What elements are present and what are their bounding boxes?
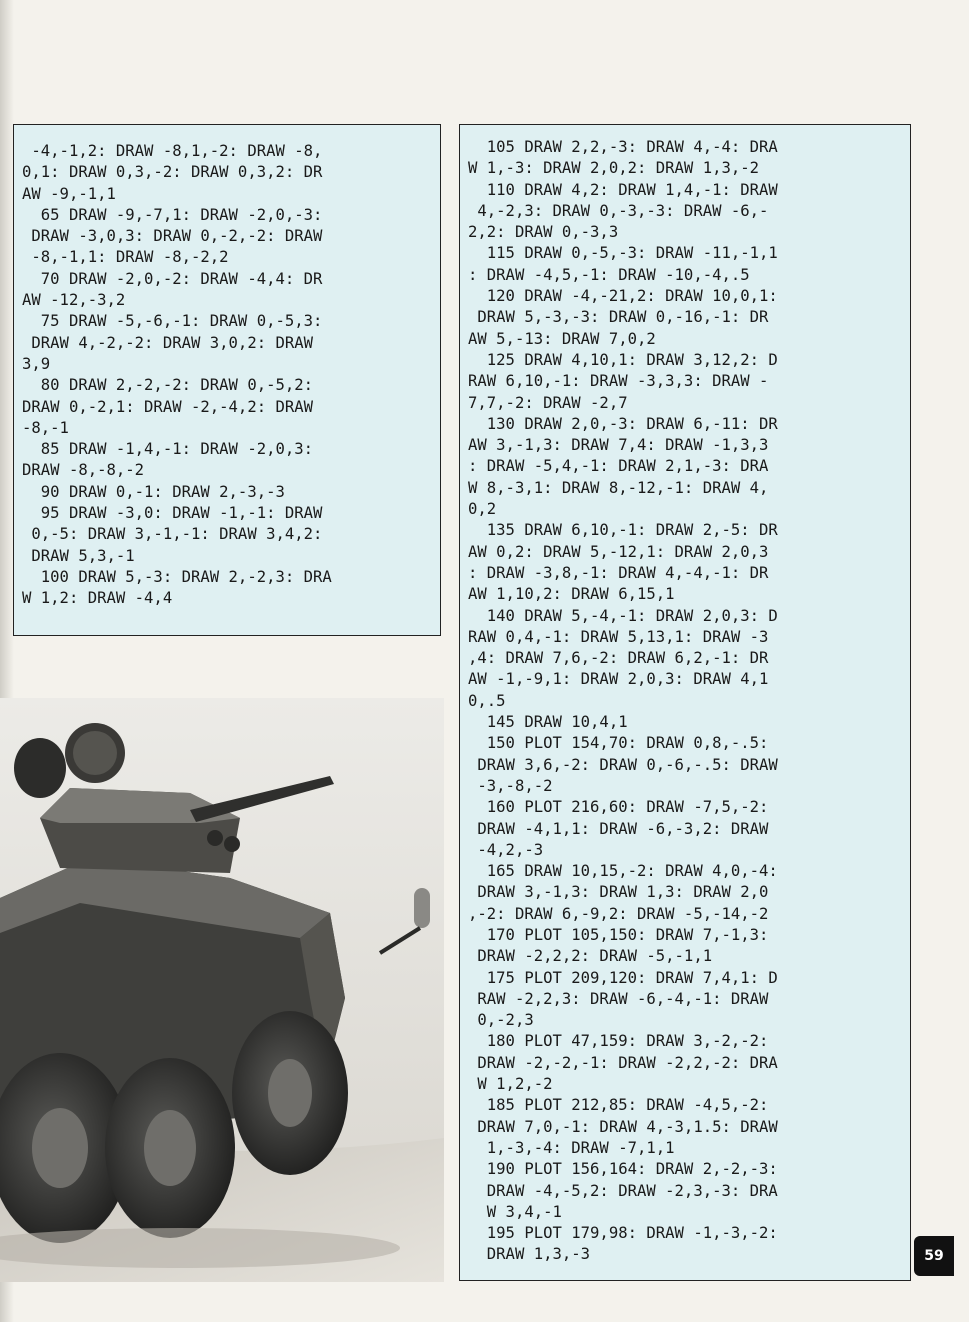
listing-right-line: W 1,-3: DRAW 2,0,2: DRAW 1,3,-2	[468, 159, 760, 178]
listing-right-line: 170 PLOT 105,150: DRAW 7,-1,3:	[468, 925, 769, 944]
armoured-car-photo	[0, 698, 444, 1282]
listing-left-line: 80 DRAW 2,-2,-2: DRAW 0,-5,2:	[22, 376, 314, 395]
listing-right-line: 2,2: DRAW 0,-3,3	[468, 223, 619, 242]
listing-right-line: ,-2: DRAW 6,-9,2: DRAW -5,-14,-2	[468, 904, 769, 923]
listing-left-line: 0,1: DRAW 0,3,-2: DRAW 0,3,2: DR	[22, 163, 323, 182]
listing-right-line: AW -1,-9,1: DRAW 2,0,3: DRAW 4,1	[468, 670, 769, 689]
listing-left-line: 0,-5: DRAW 3,-1,-1: DRAW 3,4,2:	[22, 525, 323, 544]
listing-right-line: 1,-3,-4: DRAW -7,1,1	[468, 1138, 675, 1157]
listing-right-line: DRAW -2,-2,-1: DRAW -2,2,-2: DRA	[468, 1053, 778, 1072]
listing-left-line: AW -12,-3,2	[22, 291, 126, 310]
listing-right-line: 175 PLOT 209,120: DRAW 7,4,1: D	[468, 968, 778, 987]
listing-left-line: DRAW 0,-2,1: DRAW -2,-4,2: DRAW	[22, 397, 314, 416]
listing-right-line: 120 DRAW -4,-21,2: DRAW 10,0,1:	[468, 287, 778, 306]
listing-right-line: AW 3,-1,3: DRAW 7,4: DRAW -1,3,3	[468, 436, 769, 455]
listing-right-line: 195 PLOT 179,98: DRAW -1,-3,-2:	[468, 1224, 778, 1243]
listing-right-line: DRAW 7,0,-1: DRAW 4,-3,1.5: DRAW	[468, 1117, 778, 1136]
listing-right-line: AW 5,-13: DRAW 7,0,2	[468, 329, 656, 348]
listing-right-line: 115 DRAW 0,-5,-3: DRAW -11,-1,1	[468, 244, 778, 263]
listing-right-line: 150 PLOT 154,70: DRAW 0,8,-.5:	[468, 734, 769, 753]
listing-right-line: 135 DRAW 6,10,-1: DRAW 2,-5: DR	[468, 521, 778, 540]
listing-left-line: 70 DRAW -2,0,-2: DRAW -4,4: DR	[22, 269, 323, 288]
listing-right-line: DRAW -2,2,2: DRAW -5,-1,1	[468, 947, 713, 966]
listing-right-line: 0,2	[468, 500, 497, 519]
listing-left-line: -8,-1	[22, 418, 69, 437]
listing-left-line: 100 DRAW 5,-3: DRAW 2,-2,3: DRA	[22, 567, 332, 586]
listing-right-line: RAW 0,4,-1: DRAW 5,13,1: DRAW -3	[468, 627, 769, 646]
listing-right-line: : DRAW -3,8,-1: DRAW 4,-4,-1: DR	[468, 563, 769, 582]
listing-right-line: : DRAW -5,4,-1: DRAW 2,1,-3: DRA	[468, 457, 769, 476]
listing-left-line: 65 DRAW -9,-7,1: DRAW -2,0,-3:	[22, 205, 323, 224]
listing-right-line: RAW -2,2,3: DRAW -6,-4,-1: DRAW	[468, 989, 769, 1008]
listing-right-line: W 8,-3,1: DRAW 8,-12,-1: DRAW 4,	[468, 478, 769, 497]
listing-right-line: W 1,2,-2	[468, 1075, 553, 1094]
listing-right-line: 180 PLOT 47,159: DRAW 3,-2,-2:	[468, 1032, 769, 1051]
listing-left-line: AW -9,-1,1	[22, 184, 116, 203]
listing-right-line: 145 DRAW 10,4,1	[468, 713, 628, 732]
listing-right-line: 0,-2,3	[468, 1011, 534, 1030]
listing-right-line: 140 DRAW 5,-4,-1: DRAW 2,0,3: D	[468, 606, 778, 625]
listing-right-line: -3,-8,-2	[468, 776, 553, 795]
basic-listing-left	[13, 124, 441, 636]
listing-right-line: 110 DRAW 4,2: DRAW 1,4,-1: DRAW	[468, 180, 778, 199]
listing-right-line: DRAW 3,6,-2: DRAW 0,-6,-.5: DRAW	[468, 755, 778, 774]
listing-left-line: DRAW 4,-2,-2: DRAW 3,0,2: DRAW	[22, 333, 314, 352]
listing-left-line: 75 DRAW -5,-6,-1: DRAW 0,-5,3:	[22, 312, 323, 331]
listing-left-line: DRAW 5,3,-1	[22, 546, 135, 565]
listing-left-line: DRAW -3,0,3: DRAW 0,-2,-2: DRAW	[22, 227, 323, 246]
listing-right-line: -4,2,-3	[468, 840, 544, 859]
listing-right-line: 0,.5	[468, 691, 506, 710]
listing-right-line: DRAW 3,-1,3: DRAW 1,3: DRAW 2,0	[468, 883, 769, 902]
listing-right-line: ,4: DRAW 7,6,-2: DRAW 6,2,-1: DR	[468, 649, 769, 668]
listing-left-line: 95 DRAW -3,0: DRAW -1,-1: DRAW	[22, 504, 323, 523]
listing-left-line: 90 DRAW 0,-1: DRAW 2,-3,-3	[22, 482, 285, 501]
listing-right-line: DRAW -4,1,1: DRAW -6,-3,2: DRAW	[468, 819, 769, 838]
listing-right-line: DRAW 5,-3,-3: DRAW 0,-16,-1: DR	[468, 308, 769, 327]
basic-listing-right	[459, 124, 911, 1281]
listing-right-line: 125 DRAW 4,10,1: DRAW 3,12,2: D	[468, 350, 778, 369]
listing-right-line: AW 1,10,2: DRAW 6,15,1	[468, 585, 675, 604]
listing-left-line: 85 DRAW -1,4,-1: DRAW -2,0,3:	[22, 440, 314, 459]
listing-right-line: 130 DRAW 2,0,-3: DRAW 6,-11: DR	[468, 414, 778, 433]
listing-right-line: : DRAW -4,5,-1: DRAW -10,-4,.5	[468, 265, 750, 284]
listing-right-line: 105 DRAW 2,2,-3: DRAW 4,-4: DRA	[468, 138, 778, 156]
listing-right-line: DRAW 1,3,-3	[468, 1245, 591, 1264]
listing-right-line: 160 PLOT 216,60: DRAW -7,5,-2:	[468, 798, 769, 817]
listing-left-line: DRAW -8,-8,-2	[22, 461, 145, 480]
listing-right-line: 185 PLOT 212,85: DRAW -4,5,-2:	[468, 1096, 769, 1115]
listing-right-line: AW 0,2: DRAW 5,-12,1: DRAW 2,0,3	[468, 542, 769, 561]
page-number: 59	[914, 1236, 954, 1276]
listing-right-line: DRAW -4,-5,2: DRAW -2,3,-3: DRA	[468, 1181, 778, 1200]
listing-right-line: RAW 6,10,-1: DRAW -3,3,3: DRAW -	[468, 372, 769, 391]
listing-left-line: 3,9	[22, 354, 51, 373]
listing-left-line: -8,-1,1: DRAW -8,-2,2	[22, 248, 229, 267]
listing-right-line: 165 DRAW 10,15,-2: DRAW 4,0,-4:	[468, 862, 778, 881]
listing-right-line: W 3,4,-1	[468, 1202, 562, 1221]
listing-left-line: W 1,2: DRAW -4,4	[22, 589, 173, 608]
listing-right-line: 4,-2,3: DRAW 0,-3,-3: DRAW -6,-	[468, 201, 769, 220]
listing-right-line: 190 PLOT 156,164: DRAW 2,-2,-3:	[468, 1160, 778, 1179]
listing-right-line: 7,7,-2: DRAW -2,7	[468, 393, 628, 412]
listing-left-line: -4,-1,2: DRAW -8,1,-2: DRAW -8,	[22, 142, 323, 160]
